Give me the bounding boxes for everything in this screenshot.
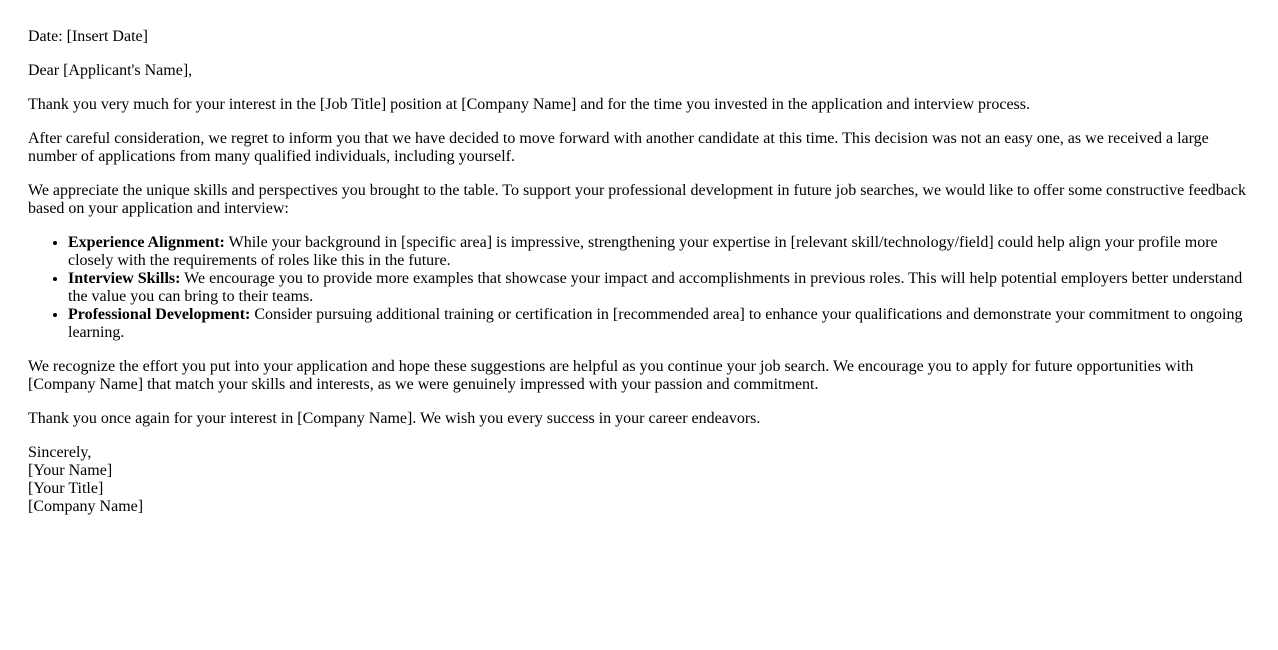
feedback-list (28, 234, 1250, 342)
feedback-title-experience-alignment: Experience Alignment: (68, 234, 225, 251)
feedback-item-professional-development (68, 306, 1250, 342)
signature-block (28, 444, 1250, 516)
letter-closing-paragraph-1: We recognize the effort you put into your application and hope these suggestions are helpful as you continue your job search. We encourage you to apply for future opportunities with [Company Name] that match your skills and interests, as we were genuinely impressed with your passion and commitment. (28, 358, 1194, 393)
feedback-text-experience-alignment: While your background in [specific area] is impressive, strengthening your expertise in [relevant skill/technology/field] could help align your profile more closely with the requirements of roles like this in the future. (68, 234, 1218, 269)
feedback-item-interview-skills (68, 270, 1250, 306)
signature-company: [Company Name] (28, 498, 144, 515)
letter-paragraph-2: After careful consideration, we regret to inform you that we have decided to move forward with another candidate at this time. This decision was not an easy one, as we received a large number of applications from many qualified individuals, including yourself. (28, 130, 1209, 165)
rejection-letter (28, 28, 1250, 532)
signature-title: [Your Title] (28, 480, 104, 497)
signature-name: [Your Name] (28, 462, 113, 479)
feedback-text-interview-skills: We encourage you to provide more examples that showcase your impact and accomplishments in previous roles. This will help potential employers better understand the value you can bring to their teams. (68, 270, 1243, 305)
letter-date: Date: [Insert Date] (28, 28, 148, 45)
feedback-title-interview-skills: Interview Skills: (68, 270, 181, 287)
feedback-text-professional-development: Consider pursuing additional training or certification in [recommended area] to enhance your qualifications and demonstrate your commitment to ongoing learning. (68, 306, 1243, 341)
letter-paragraph-1: Thank you very much for your interest in the [Job Title] position at [Company Name] and for the time you invested in the application and interview process. (28, 96, 1030, 113)
letter-closing-paragraph-2: Thank you once again for your interest in [Company Name]. We wish you every success in your career endeavors. (28, 410, 761, 427)
signature-closing: Sincerely, (28, 444, 92, 461)
letter-paragraph-3: We appreciate the unique skills and perspectives you brought to the table. To support your professional development in future job searches, we would like to offer some constructive feedback based on your application and interview: (28, 182, 1246, 217)
feedback-item-experience-alignment (68, 234, 1250, 270)
letter-salutation: Dear [Applicant's Name], (28, 62, 193, 79)
feedback-title-professional-development: Professional Development: (68, 306, 251, 323)
